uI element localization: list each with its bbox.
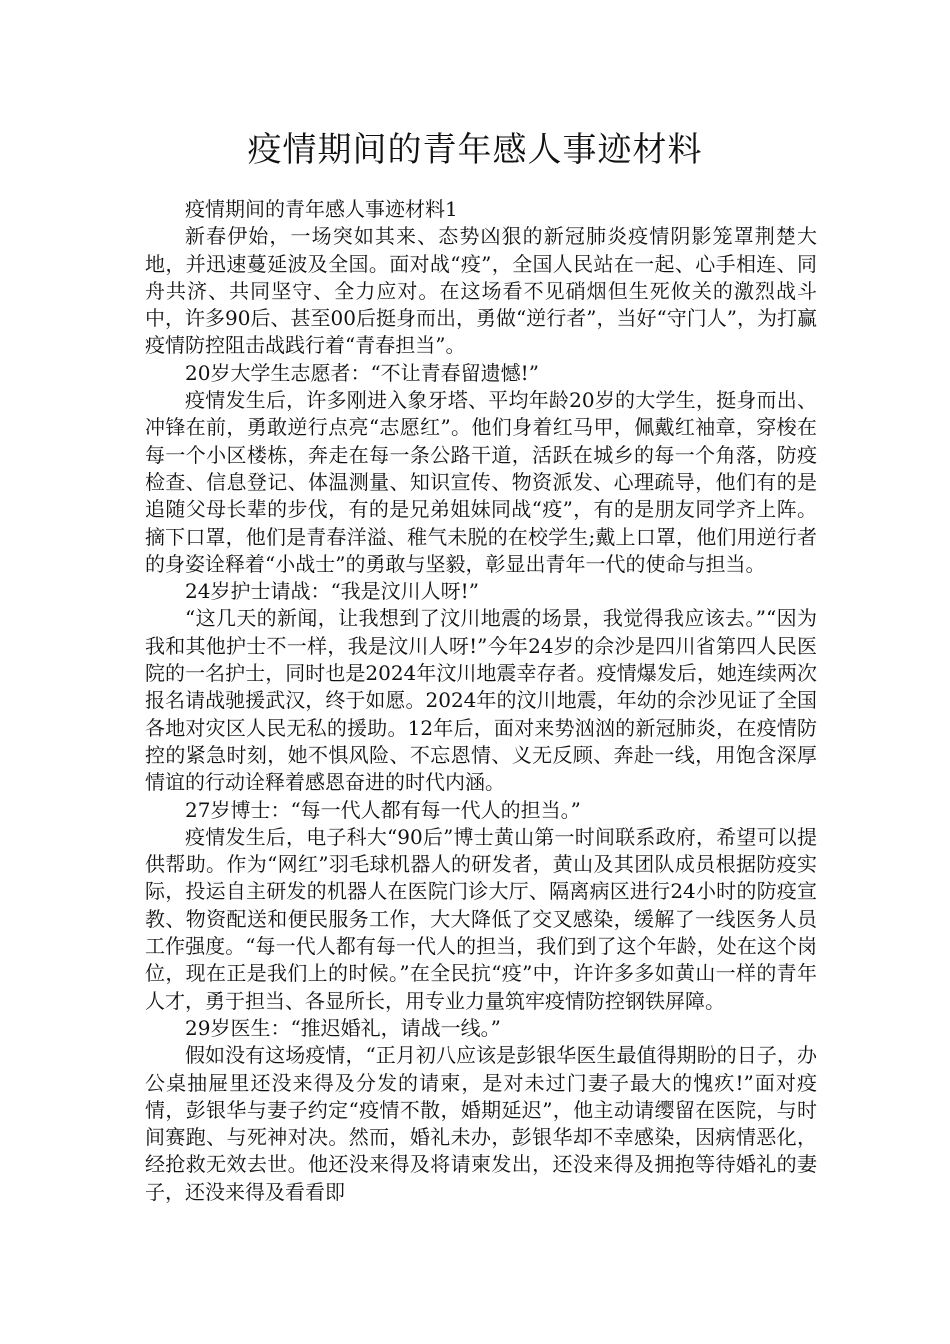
body-paragraph: 新春伊始，一场突如其来、态势凶狠的新冠肺炎疫情阴影笼罩荆楚大地，并迅速蔓延波及全国。面对战“疫”，全国人民站在一起、心手相连、同舟共济、共同坚守、全力应对。在这场看不见硝烟但生死攸关的激烈战斗中，许多90后、甚至00后挺身而出，勇做“逆行者”，当好“守门人”，为打赢疫情防控阻击战践行着“青春担当”。 <box>145 224 817 358</box>
body-paragraph: 疫情发生后，电子科大“90后”博士黄山第一时间联系政府，希望可以提供帮助。作为“网红”羽毛球机器人的研发者，黄山及其团队成员根据防疫实际，投运自主研发的机器人在医院门诊大厅、隔离病区进行24小时的防疫宣教、物资配送和便民服务工作，大大降低了交叉感染，缓解了一线医务人员工作强度。“每一代人都有每一代人的担当，我们到了这个年龄，处在这个岗位，现在正是我们上的时候。”在全民抗“疫”中，许许多多如黄山一样的青年人才，勇于担当、各显所长，用专业力量筑牢疫情防控钢铁屏障。 <box>145 824 817 1013</box>
subsection-heading: 29岁医生：“推迟婚礼，请战一线。” <box>185 1015 501 1040</box>
subsection-heading: 27岁博士：“每一代人都有每一代人的担当。” <box>185 797 581 822</box>
body-paragraph: 假如没有这场疫情，“正月初八应该是彭银华医生最值得期盼的日子，办公桌抽屉里还没来得及分发的请柬，是对未过门妻子最大的愧疚!”面对疫情，彭银华与妻子约定“疫情不散，婚期延迟”，他主动请缨留在医院，与时间赛跑、与死神对决。然而，婚礼未办，彭银华却不幸感染，因病情恶化，经抢救无效去世。他还没来得及将请柬发出，还没来得及拥抱等待婚礼的妻子，还没来得及看看即 <box>145 1043 817 1204</box>
subsection-heading: 24岁护士请战：“我是汶川人呀!” <box>185 579 479 604</box>
document-title: 疫情期间的青年感人事迹材料 <box>247 130 703 170</box>
section-heading: 疫情期间的青年感人事迹材料1 <box>185 197 458 221</box>
body-paragraph: “这几天的新闻，让我想到了汶川地震的场景，我觉得我应该去。”“因为我和其他护士不一样，我是汶川人呀!”今年24岁的佘沙是四川省第四人民医院的一名护士，同时也是2024年汶川地震幸存者。疫情爆发后，她连续两次报名请战驰援武汉，终于如愿。2024年的汶川地震，年幼的佘沙见证了全国各地对灾区人民无私的援助。12年后，面对来势汹汹的新冠肺炎，在疫情防控的紧急时刻，她不惧风险、不忘恩情、义无反顾、奔赴一线，用饱含深厚情谊的行动诠释着感恩奋进的时代内涵。 <box>145 606 817 795</box>
body-paragraph: 疫情发生后，许多刚进入象牙塔、平均年龄20岁的大学生，挺身而出、冲锋在前，勇敢逆行点亮“志愿红”。他们身着红马甲，佩戴红袖章，穿梭在每一个小区楼栋，奔走在每一条公路干道，活跃在城乡的每一个角落，防疫检查、信息登记、体温测量、知识宣传、物资派发、心理疏导，他们有的是追随父母长辈的步伐，有的是兄弟姐妹同战“疫”，有的是朋友同学齐上阵。摘下口罩，他们是青春洋溢、稚气未脱的在校学生;戴上口罩，他们用逆行者的身姿诠释着“小战士”的勇敢与坚毅，彰显出青年一代的使命与担当。 <box>145 388 817 576</box>
document-body <box>145 196 817 1206</box>
subsection-heading: 20岁大学生志愿者：“不让青春留遗憾!” <box>185 360 539 385</box>
